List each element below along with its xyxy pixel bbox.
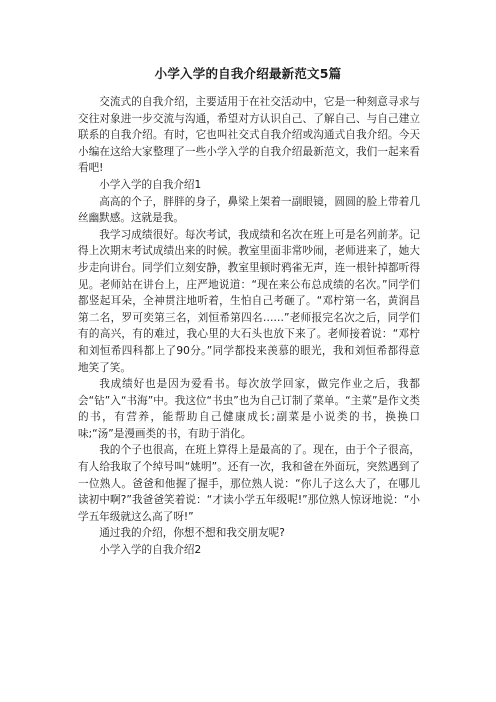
body-paragraph: 我成绩好也是因为爱看书。每次放学回家，做完作业之后，我都会“钻”入“书海”中。我这位“书虫”也为自己订制了菜单。“主菜”是作文类的书，有营养，能帮助自己健康成长;副菜是小说类的书，换换口味;“汤”是漫画类的书，有助于消化。 bbox=[78, 378, 420, 440]
body-paragraph: 我学习成绩很好。每次考试，我成绩和名次在班上可是名列前茅。记得上次期末考试成绩出来的时候。教室里面非常吵闹，老师进来了，她大步走向讲台。同学们立刻安静，教室里顿时鸦雀无声，连一根针掉都听得见。老师站在讲台上，庄严地说道：“现在来公布总成绩的名次。”同学们都竖起耳朵，全神贯注地听着，生怕自己考砸了。“邓柠第一名，黄润昌第二名，罗可奕第三名，刘恒希第四名……”老师报完名次之后，同学们有的高兴，有的难过，我心里的大石头也放下来了。老师接着说：“邓柠和刘恒希四科都上了90分。”同学都投来羡慕的眼光，我和刘恒希都得意地笑了笑。 bbox=[78, 228, 420, 374]
intro-paragraph: 交流式的自我介绍，主要适用于在社交活动中，它是一种刻意寻求与交往对象进一步交流与沟通，希望对方认识自己、了解自己、与自己建立联系的自我介绍。有时，它也叫社交式自我介绍或沟通式自我介绍。今天小编在这给大家整理了一些小学入学的自我介绍最新范文，我们一起来看看吧! bbox=[78, 96, 420, 175]
section-heading-2: 小学入学的自我介绍2 bbox=[99, 544, 202, 557]
closing-paragraph: 通过我的介绍，你想不想和我交朋友呢? bbox=[99, 527, 285, 540]
body-paragraph: 我的个子也很高，在班上算得上是最高的了。现在，由于个子很高，有人给我取了个绰号叫“姚明”。还有一次，我和爸在外面玩，突然遇到了一位熟人。爸爸和他握了握手，那位熟人说：“你儿子这么大了，在哪儿读初中啊?”我爸爸笑着说：“才读小学五年级呢!”那位熟人惊讶地说：“小学五年级就这么高了呀!” bbox=[78, 444, 420, 523]
document-title: 小学入学的自我介绍最新范文5篇 bbox=[154, 66, 342, 81]
document-body bbox=[78, 94, 420, 559]
section-heading-1: 小学入学的自我介绍1 bbox=[99, 178, 202, 191]
body-paragraph: 高高的个子，胖胖的身子，鼻梁上架着一副眼镜，圆圆的脸上带着几丝幽默感。这就是我。 bbox=[78, 195, 420, 225]
